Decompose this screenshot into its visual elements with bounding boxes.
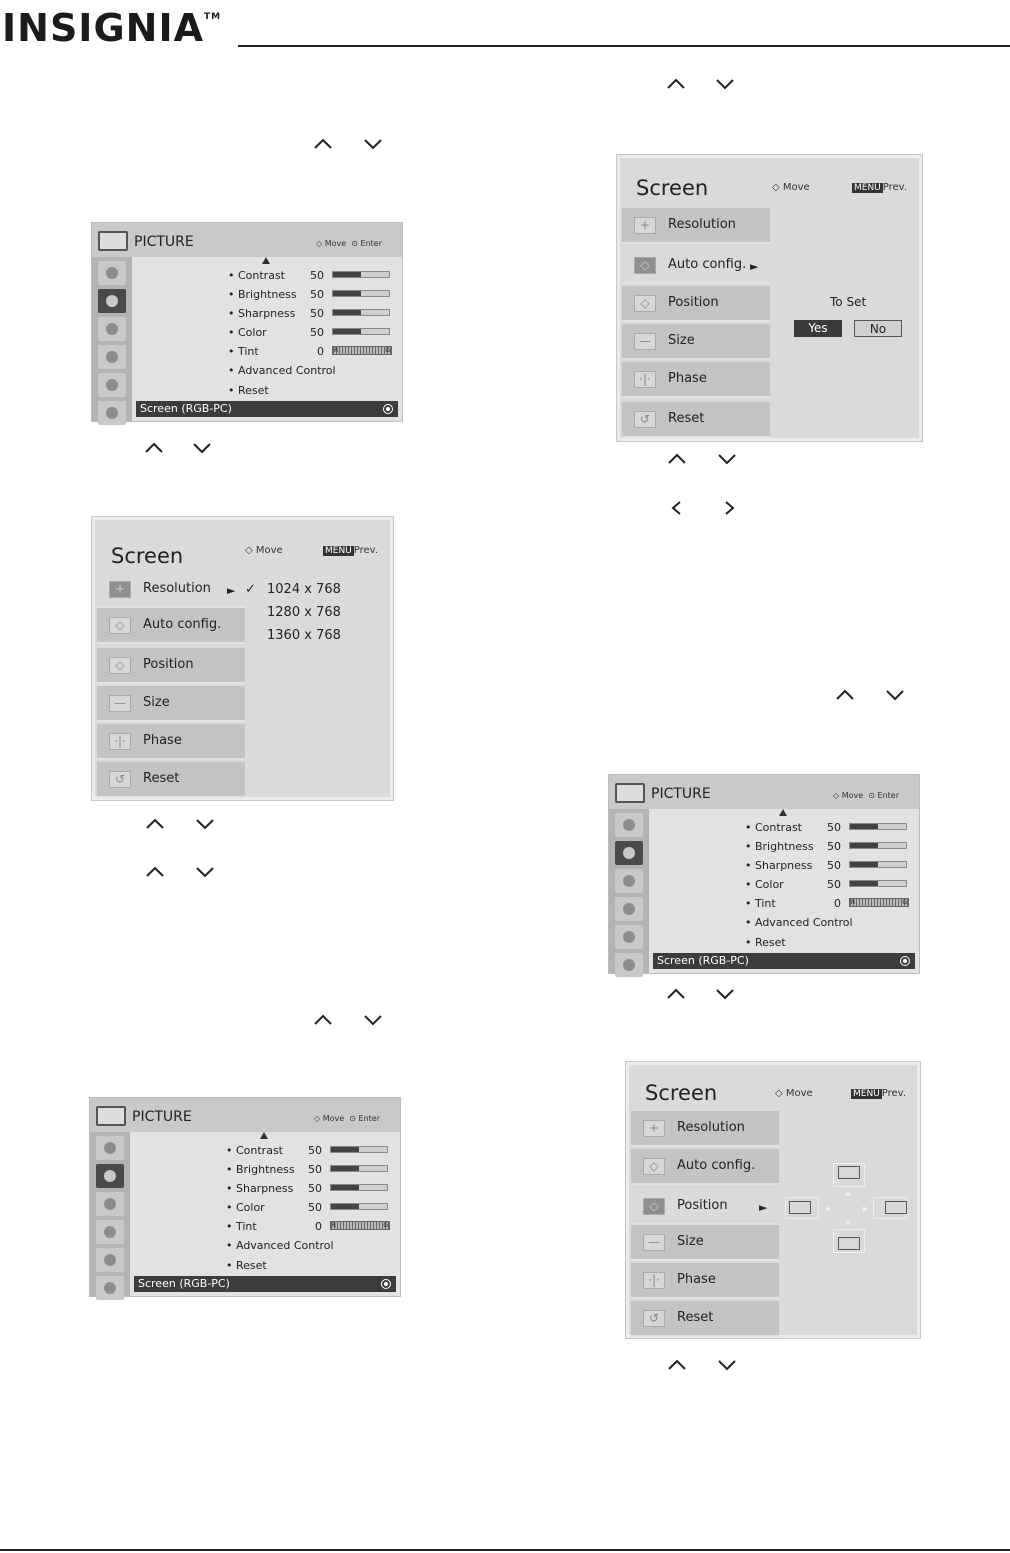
chevron-up-icon — [312, 136, 334, 152]
menu-item-reset[interactable]: • Reset — [745, 936, 786, 949]
screen-menu-title: Screen — [645, 1081, 718, 1105]
menu-item-brightness[interactable]: • Brightness — [228, 288, 297, 301]
menu-item-auto-config[interactable]: ◇ Auto config. ► — [622, 248, 770, 284]
menu-item-reset[interactable]: ↺ Reset — [97, 762, 245, 798]
position-icon: ◇ — [109, 657, 131, 674]
move-enter-hint: ◇ Move ⊙ Enter — [833, 791, 899, 800]
enter-icon — [900, 956, 910, 966]
menu-item-position[interactable]: ◇ Position ► — [631, 1189, 779, 1225]
scroll-up-indicator — [260, 1132, 268, 1139]
picture-menu — [608, 774, 920, 974]
screen-menu-position — [626, 1062, 920, 1338]
color-value: 50 — [308, 1201, 322, 1214]
enter-icon — [381, 1279, 391, 1289]
arrow-up-icon — [845, 1191, 851, 1196]
sidebar-item-icon[interactable] — [96, 1276, 124, 1300]
sidebar-item-icon[interactable] — [96, 1248, 124, 1272]
size-icon: — — [109, 695, 131, 712]
tv-icon — [98, 231, 128, 251]
sharpness-value: 50 — [308, 1182, 322, 1195]
reset-icon: ↺ — [109, 771, 131, 788]
brightness-value: 50 — [827, 840, 841, 853]
position-icon: ◇ — [643, 1198, 665, 1215]
picture-menu — [89, 1097, 401, 1297]
brand-logo: INSIGNIA™ — [2, 6, 222, 50]
sharpness-value: 50 — [310, 307, 324, 320]
reset-icon: ↺ — [643, 1310, 665, 1327]
submenu-arrow-icon: ► — [759, 1201, 768, 1214]
yes-button[interactable]: Yes — [794, 320, 842, 337]
chevron-down-icon — [194, 816, 216, 832]
screen-menu-resolution — [92, 517, 393, 800]
picture-menu-header — [609, 775, 919, 809]
auto-config-icon: ◇ — [634, 257, 656, 274]
chevron-down-icon — [191, 440, 213, 456]
menu-item-size[interactable]: — Size — [97, 686, 245, 722]
to-set-label: To Set — [830, 295, 867, 309]
arrow-down-icon — [845, 1221, 851, 1226]
sidebar-item-icon[interactable] — [98, 261, 126, 285]
tint-value: 0 — [317, 345, 324, 358]
sidebar-item-picture[interactable] — [98, 289, 126, 313]
header-rule — [238, 45, 1010, 47]
sharpness-value: 50 — [827, 859, 841, 872]
move-hint: ◇ Move — [245, 545, 283, 556]
submenu-arrow-icon: ► — [750, 260, 759, 273]
phase-icon: ·|· — [643, 1272, 665, 1289]
menu-item-color[interactable]: • Color — [226, 1201, 265, 1214]
resolution-icon: + — [109, 581, 131, 598]
menu-item-auto-config[interactable]: ◇ Auto config. — [631, 1149, 779, 1185]
chevron-up-icon — [312, 1012, 334, 1028]
sidebar-item-icon[interactable] — [98, 345, 126, 369]
resolution-option[interactable]: 1280 x 768 — [267, 605, 341, 620]
sidebar-item-icon[interactable] — [96, 1220, 124, 1244]
contrast-bar — [330, 1146, 388, 1153]
menu-item-screen[interactable]: Screen (RGB-PC) — [653, 953, 915, 969]
chevron-down-icon — [362, 136, 384, 152]
tint-bar: R G — [332, 1222, 388, 1229]
no-button[interactable]: No — [854, 320, 902, 337]
screen-menu-title: Screen — [111, 544, 184, 568]
menu-item-reset[interactable]: • Reset — [228, 384, 269, 397]
picture-menu-title: PICTURE — [651, 786, 711, 802]
sharpness-bar — [849, 861, 907, 868]
sidebar-item-picture[interactable] — [615, 841, 643, 865]
picture-menu — [91, 222, 403, 422]
picture-menu-title: PICTURE — [132, 1109, 192, 1125]
menu-prev-hint: MENU Prev. — [854, 182, 907, 193]
chevron-up-icon — [666, 451, 688, 467]
move-hint: ◇ Move — [772, 182, 810, 193]
tint-value: 0 — [834, 897, 841, 910]
color-bar — [332, 328, 390, 335]
sidebar-item-icon[interactable] — [98, 401, 126, 425]
menu-item-sharpness[interactable]: • Sharpness — [745, 859, 813, 872]
menu-prev-hint: MENU Prev. — [853, 1088, 906, 1099]
menu-item-reset[interactable]: • Reset — [226, 1259, 267, 1272]
contrast-value: 50 — [310, 269, 324, 282]
chevron-up-icon — [666, 1357, 688, 1373]
menu-item-sharpness[interactable]: • Sharpness — [226, 1182, 294, 1195]
sidebar-item-icon[interactable] — [615, 953, 643, 977]
menu-item-tint[interactable]: • Tint — [226, 1220, 257, 1233]
position-icon: ◇ — [634, 295, 656, 312]
chevron-up-icon — [144, 864, 166, 880]
chevron-down-icon — [194, 864, 216, 880]
chevron-down-icon — [714, 76, 736, 92]
menu-item-contrast[interactable]: • Contrast — [228, 269, 285, 282]
brightness-value: 50 — [310, 288, 324, 301]
chevron-left-icon — [668, 500, 684, 516]
menu-item-contrast[interactable]: • Contrast — [745, 821, 802, 834]
screen-menu-title: Screen — [636, 176, 709, 200]
menu-item-advanced-control[interactable]: • Advanced Control — [745, 916, 853, 929]
menu-item-tint[interactable]: • Tint — [745, 897, 776, 910]
menu-item-brightness[interactable]: • Brightness — [226, 1163, 295, 1176]
scroll-up-indicator — [779, 809, 787, 816]
tint-bar: R G — [334, 347, 390, 354]
menu-item-screen[interactable]: Screen (RGB-PC) — [136, 401, 398, 417]
sidebar-item-icon[interactable] — [98, 373, 126, 397]
menu-item-contrast[interactable]: • Contrast — [226, 1144, 283, 1157]
sharpness-bar — [330, 1184, 388, 1191]
brightness-bar — [330, 1165, 388, 1172]
color-value: 50 — [827, 878, 841, 891]
position-down-button[interactable] — [838, 1237, 860, 1250]
sharpness-bar — [332, 309, 390, 316]
sidebar-item-icon[interactable] — [615, 869, 643, 893]
reset-icon: ↺ — [634, 411, 656, 428]
scroll-up-indicator — [262, 257, 270, 264]
contrast-bar — [849, 823, 907, 830]
arrow-left-icon — [825, 1206, 830, 1212]
auto-config-icon: ◇ — [643, 1158, 665, 1175]
resolution-icon: + — [634, 217, 656, 234]
resolution-option[interactable]: 1024 x 768 — [267, 582, 341, 597]
picture-menu-header — [90, 1098, 400, 1132]
size-icon: — — [643, 1234, 665, 1251]
enter-icon — [383, 404, 393, 414]
chevron-down-icon — [884, 687, 906, 703]
chevron-right-icon — [722, 500, 738, 516]
phase-icon: ·|· — [109, 733, 131, 750]
move-enter-hint: ◇ Move ⊙ Enter — [316, 239, 382, 248]
sidebar-item-icon[interactable] — [615, 813, 643, 837]
color-value: 50 — [310, 326, 324, 339]
tint-value: 0 — [315, 1220, 322, 1233]
size-icon: — — [634, 333, 656, 350]
picture-menu-sidebar — [609, 809, 649, 973]
auto-config-icon: ◇ — [109, 617, 131, 634]
menu-item-color[interactable]: • Color — [228, 326, 267, 339]
footer-rule — [0, 1549, 1010, 1551]
move-hint: ◇ Move — [775, 1088, 813, 1099]
picture-menu-title: PICTURE — [134, 234, 194, 250]
menu-item-auto-config[interactable]: ◇ Auto config. — [97, 608, 245, 644]
menu-item-size[interactable]: — Size — [631, 1225, 779, 1261]
menu-item-phase[interactable]: ·|· Phase — [97, 724, 245, 760]
menu-item-brightness[interactable]: • Brightness — [745, 840, 814, 853]
brightness-bar — [332, 290, 390, 297]
menu-item-screen[interactable]: Screen (RGB-PC) — [134, 1276, 396, 1292]
chevron-up-icon — [143, 440, 165, 456]
contrast-value: 50 — [827, 821, 841, 834]
menu-item-resolution[interactable]: + Resolution — [631, 1111, 779, 1147]
brightness-bar — [849, 842, 907, 849]
menu-item-reset[interactable]: ↺ Reset — [631, 1301, 779, 1337]
screen-menu-auto-config — [617, 155, 922, 441]
contrast-value: 50 — [308, 1144, 322, 1157]
brightness-value: 50 — [308, 1163, 322, 1176]
sidebar-item-icon[interactable] — [615, 897, 643, 921]
menu-prev-hint: MENU Prev. — [325, 545, 378, 556]
picture-menu-sidebar — [92, 257, 132, 421]
picture-menu-sidebar — [90, 1132, 130, 1296]
contrast-bar — [332, 271, 390, 278]
menu-item-resolution[interactable]: + Resolution ► — [97, 572, 245, 608]
menu-item-advanced-control[interactable]: • Advanced Control — [226, 1239, 334, 1252]
menu-item-phase[interactable]: ·|· Phase — [631, 1263, 779, 1299]
menu-item-sharpness[interactable]: • Sharpness — [228, 307, 296, 320]
tv-icon — [615, 783, 645, 803]
menu-item-position[interactable]: ◇ Position — [97, 648, 245, 684]
chevron-up-icon — [665, 986, 687, 1002]
resolution-icon: + — [643, 1120, 665, 1137]
menu-item-size[interactable]: — Size — [622, 324, 770, 360]
sidebar-item-icon[interactable] — [96, 1136, 124, 1160]
checkmark-icon: ✓ — [245, 582, 256, 597]
menu-item-tint[interactable]: • Tint — [228, 345, 259, 358]
chevron-up-icon — [144, 816, 166, 832]
move-enter-hint: ◇ Move ⊙ Enter — [314, 1114, 380, 1123]
resolution-option[interactable]: 1360 x 768 — [267, 628, 341, 643]
sidebar-item-picture[interactable] — [96, 1164, 124, 1188]
chevron-down-icon — [714, 986, 736, 1002]
menu-item-reset[interactable]: ↺ Reset — [622, 402, 770, 438]
sidebar-item-icon[interactable] — [98, 317, 126, 341]
sidebar-item-icon[interactable] — [96, 1192, 124, 1216]
menu-item-phase[interactable]: ·|· Phase — [622, 362, 770, 398]
position-left-button[interactable] — [789, 1201, 811, 1214]
color-bar — [330, 1203, 388, 1210]
chevron-down-icon — [716, 1357, 738, 1373]
menu-item-position[interactable]: ◇ Position — [622, 286, 770, 322]
sidebar-item-icon[interactable] — [615, 925, 643, 949]
position-right-button[interactable] — [885, 1201, 907, 1214]
chevron-down-icon — [362, 1012, 384, 1028]
menu-item-color[interactable]: • Color — [745, 878, 784, 891]
chevron-down-icon — [716, 451, 738, 467]
arrow-right-icon — [863, 1206, 868, 1212]
tint-bar: R G — [851, 899, 907, 906]
chevron-up-icon — [834, 687, 856, 703]
submenu-arrow-icon: ► — [227, 584, 236, 597]
color-bar — [849, 880, 907, 887]
picture-menu-header — [92, 223, 402, 257]
tv-icon — [96, 1106, 126, 1126]
menu-item-resolution[interactable]: + Resolution — [622, 208, 770, 244]
menu-item-advanced-control[interactable]: • Advanced Control — [228, 364, 336, 377]
position-up-button[interactable] — [838, 1166, 860, 1179]
phase-icon: ·|· — [634, 371, 656, 388]
chevron-up-icon — [665, 76, 687, 92]
